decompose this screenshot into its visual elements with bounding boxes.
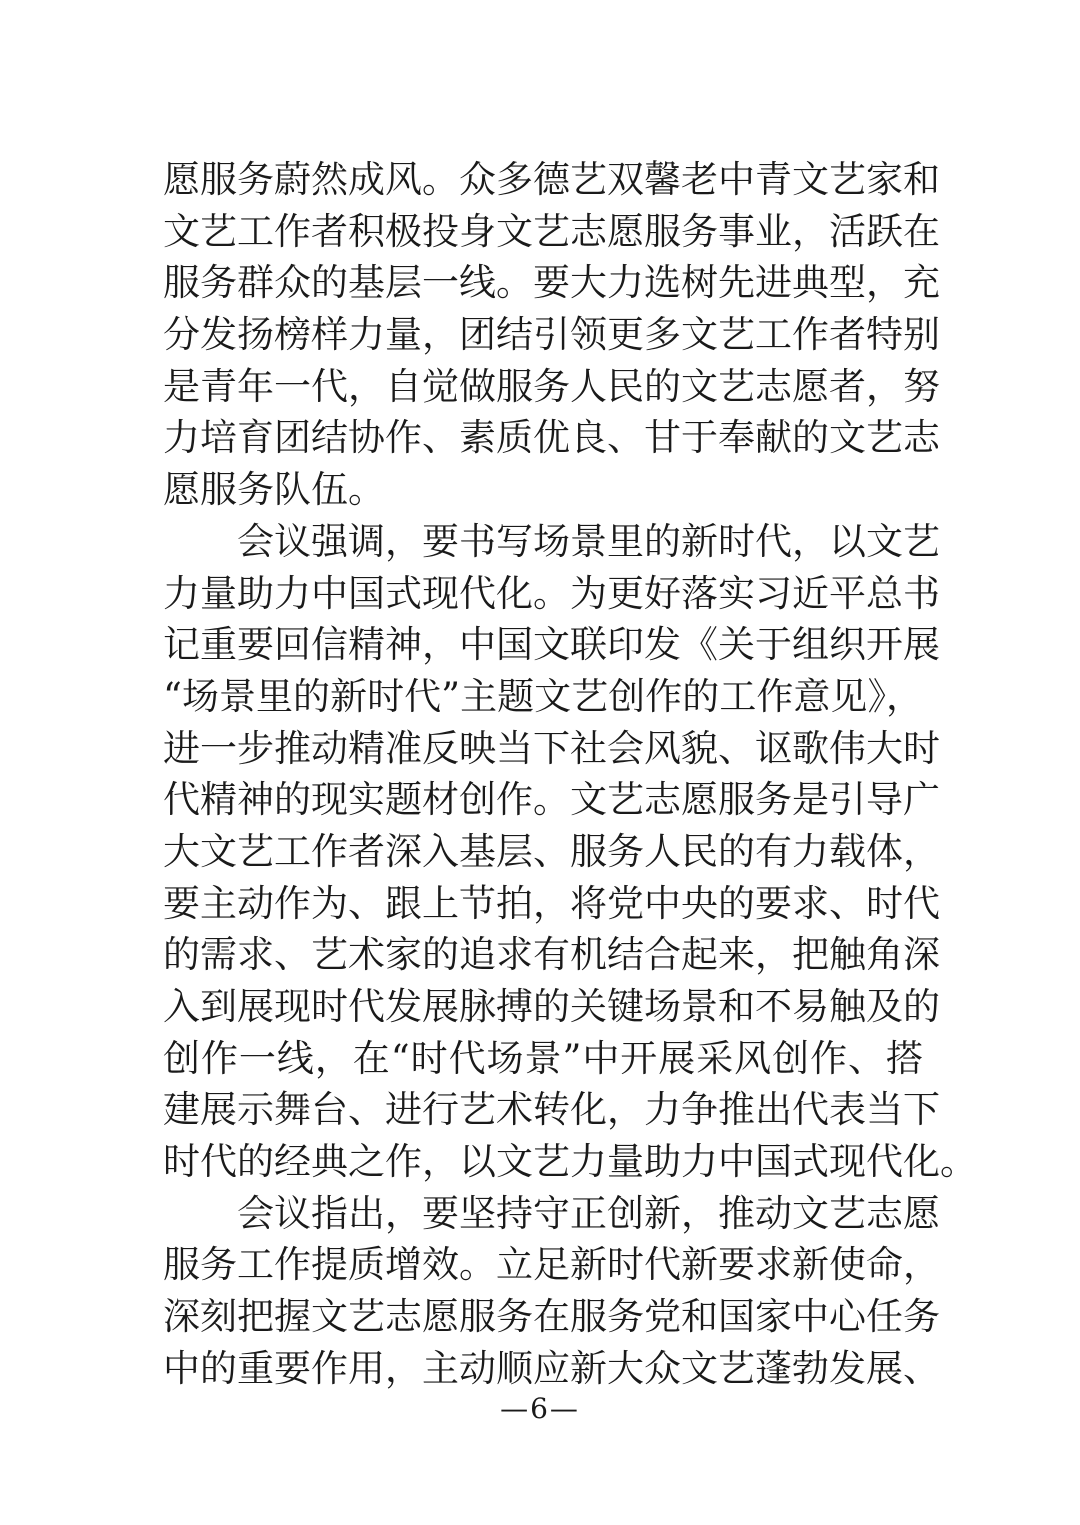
text-line: 代精神的现实题材创作。文艺志愿服务是引导广 <box>163 778 940 822</box>
body-text <box>163 154 977 1395</box>
text-line: 文艺工作者积极投身文艺志愿服务事业，活跃在 <box>163 209 940 253</box>
text-line: 时代的经典之作，以文艺力量助力中国式现代化。 <box>163 1140 977 1184</box>
text-line: 是青年一代，自觉做服务人民的文艺志愿者，努 <box>163 364 940 408</box>
text-line: 大文艺工作者深入基层、服务人民的有力载体， <box>163 829 940 873</box>
text-line: 愿服务队伍。 <box>163 468 385 512</box>
page-number: —6— <box>500 1392 580 1425</box>
text-line: 力培育团结协作、素质优良、甘于奉献的文艺志 <box>163 416 940 460</box>
text-line: 的需求、艺术家的追求有机结合起来，把触角深 <box>163 933 940 977</box>
text-line: “场景里的新时代”主题文艺创作的工作意见》， <box>163 674 923 718</box>
paragraph-start-line: 会议指出，要坚持守正创新，推动文艺志愿 <box>237 1191 940 1235</box>
text-line: 中的重要作用，主动顺应新大众文艺蓬勃发展、 <box>163 1346 940 1390</box>
text-line: 力量助力中国式现代化。为更好落实习近平总书 <box>163 571 940 615</box>
paragraph-start-line: 会议强调，要书写场景里的新时代，以文艺 <box>237 519 940 563</box>
text-line: 进一步推动精准反映当下社会风貌、讴歌伟大时 <box>163 726 940 770</box>
text-line: 入到展现时代发展脉搏的关键场景和不易触及的 <box>163 985 940 1028</box>
text-line: 服务工作提质增效。立足新时代新要求新使命， <box>163 1243 940 1287</box>
text-line: 服务群众的基层一线。要大力选树先进典型，充 <box>163 261 940 305</box>
text-line: 记重要回信精神，中国文联印发《关于组织开展 <box>163 623 940 667</box>
text-line: 要主动作为、跟上节拍，将党中央的要求、时代 <box>163 881 940 925</box>
text-line: 创作一线，在“时代场景”中开展采风创作、搭 <box>163 1036 923 1080</box>
text-line: 愿服务蔚然成风。众多德艺双馨老中青文艺家和 <box>163 158 940 201</box>
text-line: 分发扬榜样力量，团结引领更多文艺工作者特别 <box>163 313 940 357</box>
text-line: 深刻把握文艺志愿服务在服务党和国家中心任务 <box>163 1295 940 1339</box>
text-line: 建展示舞台、进行艺术转化，力争推出代表当下 <box>163 1088 940 1132</box>
